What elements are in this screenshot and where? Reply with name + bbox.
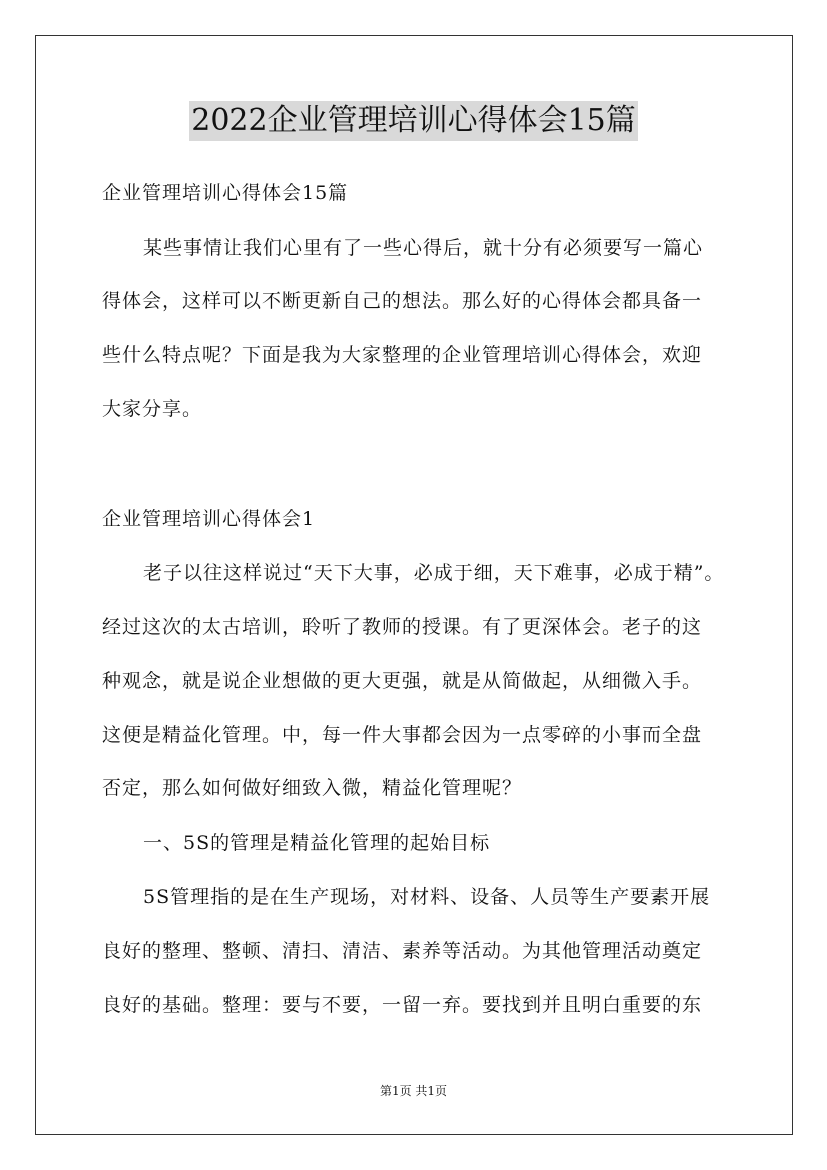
document-title: 2022企业管理培训心得体会15篇	[189, 101, 638, 141]
paragraph-line: 5S管理指的是在生产现场，对材料、设备、人员等生产要素开展	[143, 886, 711, 908]
subtitle-line: 企业管理培训心得体会15篇	[102, 182, 349, 204]
paragraph-line: 某些事情让我们心里有了一些心得后，就十分有必须要写一篇心	[143, 237, 704, 259]
paragraph-line: 些什么特点呢？下面是我为大家整理的企业管理培训心得体会，欢迎	[102, 344, 703, 366]
paragraph-line: 大家分享。	[102, 398, 203, 420]
paragraph-line: 这便是精益化管理。中，每一件大事都会因为一点零碎的小事而全盘	[102, 724, 703, 746]
paragraph-line: 经过这次的太古培训，聆听了教师的授课。有了更深体会。老子的这	[102, 616, 703, 638]
subsection-heading: 一、5S的管理是精益化管理的起始目标	[143, 832, 491, 854]
paragraph-line: 良好的基础。整理：要与不要，一留一弃。要找到并且明白重要的东	[102, 994, 703, 1016]
paragraph-line: 老子以往这样说过“天下大事，必成于细，天下难事，必成于精”。	[143, 562, 725, 584]
paragraph-line: 得体会，这样可以不断更新自己的想法。那么好的心得体会都具备一	[102, 290, 703, 312]
paragraph-line: 种观念，就是说企业想做的更大更强，就是从简做起，从细微入手。	[102, 670, 703, 692]
section-heading: 企业管理培训心得体会1	[102, 508, 316, 530]
paragraph-line: 良好的整理、整顿、清扫、清洁、素养等活动。为其他管理活动奠定	[102, 940, 703, 962]
page-number-footer: 第1页 共1页	[379, 1084, 448, 1098]
title-container	[0, 101, 827, 141]
paragraph-line: 否定，那么如何做好细致入微，精益化管理呢？	[102, 777, 523, 799]
